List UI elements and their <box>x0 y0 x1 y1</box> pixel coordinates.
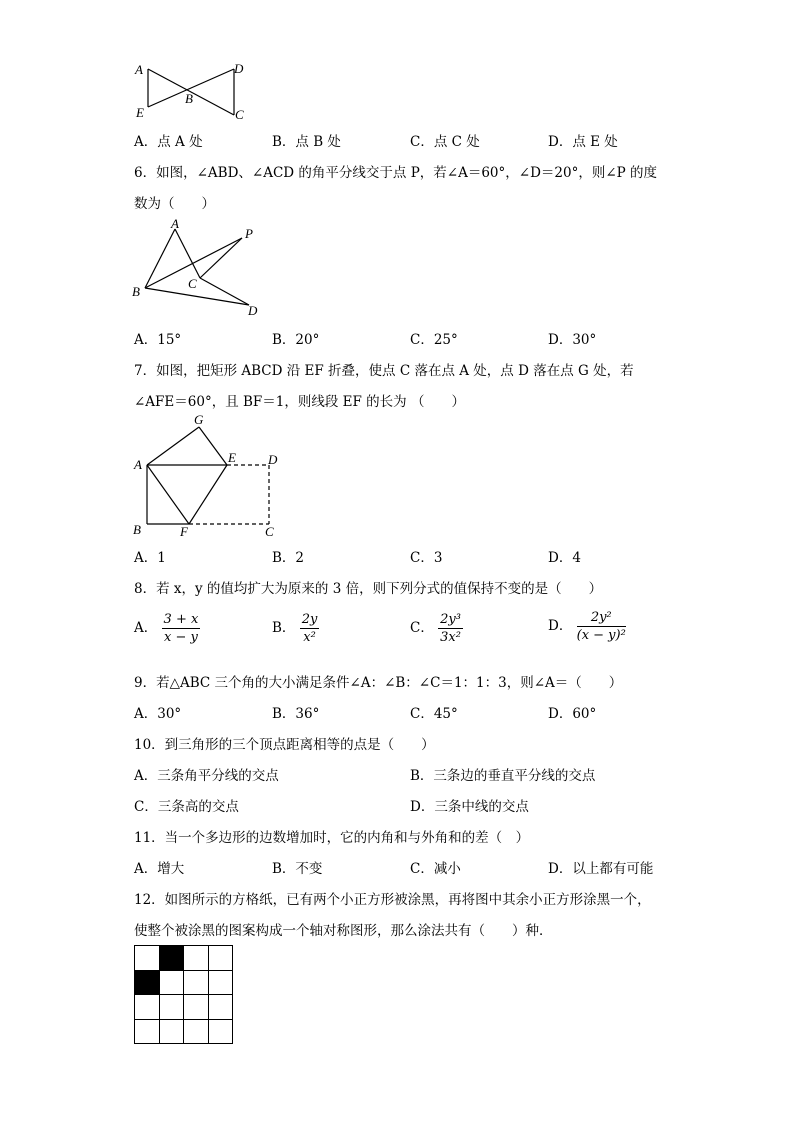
q7-label-e: E <box>228 450 236 465</box>
q8-fraction-b-den: x² <box>303 630 316 645</box>
q8-fraction-d <box>577 610 626 643</box>
q6-stem-line2: 数为（ ） <box>134 196 215 212</box>
q8-option-d-letter: D． <box>548 618 573 634</box>
q8-fraction-b <box>300 612 320 645</box>
q8-fraction-d-den: (x − y)² <box>576 628 626 643</box>
q10-option-b: B．三条边的垂直平分线的交点 <box>410 768 596 784</box>
q8-fraction-a-num: 3 + x <box>163 612 199 627</box>
q6-label-b: B <box>132 284 140 299</box>
q8-fraction-c-den: 3x² <box>440 630 461 645</box>
q6-option-c: C．25° <box>410 332 458 348</box>
grid-cell <box>184 995 209 1020</box>
q10-stem-line1: 10．到三角形的三个顶点距离相等的点是（ ） <box>134 737 435 753</box>
q11-stem-line1: 11．当一个多边形的边数增加时，它的内角和与外角和的差（ ） <box>134 830 530 846</box>
q6-label-c: C <box>188 276 197 291</box>
q7-label-g: G <box>194 412 204 427</box>
q5-figure <box>130 58 260 124</box>
q7-label-f: F <box>180 524 188 539</box>
q8-option-b <box>272 612 319 645</box>
q7-option-d: D．4 <box>548 550 581 566</box>
grid-cell <box>160 995 185 1020</box>
q5-option-d: D．点 E 处 <box>548 134 618 150</box>
grid-cell-black <box>160 946 185 971</box>
q10-option-d: D．三条中线的交点 <box>410 799 529 815</box>
q6-label-a: A <box>171 216 179 231</box>
q7-stem-line2: ∠AFE＝60°，且 BF＝1，则线段 EF 的长为 （ ） <box>134 394 465 410</box>
q7-label-b: B <box>133 522 141 537</box>
q5-option-a: A．点 A 处 <box>134 134 203 150</box>
q7-label-c: C <box>265 524 274 539</box>
q7-label-d: D <box>268 452 278 467</box>
q9-option-b: B．36° <box>272 706 320 722</box>
q8-option-a <box>134 612 200 645</box>
q6-option-d: D．30° <box>548 332 597 348</box>
q12-grid-figure <box>134 945 233 1044</box>
grid-cell <box>184 971 209 996</box>
q5-label-a: A <box>135 62 143 77</box>
q8-option-d <box>548 610 626 643</box>
q8-fraction-c <box>438 612 463 645</box>
q7-option-b: B．2 <box>272 550 305 566</box>
grid-cell <box>209 946 234 971</box>
q5-option-c: C．点 C 处 <box>410 134 480 150</box>
q9-option-a: A．30° <box>134 706 182 722</box>
grid-cell <box>135 1020 160 1045</box>
q6-stem-line1: 6．如图，∠ABD、∠ACD 的角平分线交于点 P，若∠A＝60°，∠D＝20°，则∠P 的度 <box>134 165 658 181</box>
q8-fraction-a <box>162 612 201 645</box>
q11-option-b: B．不变 <box>272 861 323 877</box>
q7-figure <box>130 410 290 540</box>
q8-option-c <box>410 612 463 645</box>
grid-cell <box>135 995 160 1020</box>
grid-cell <box>184 1020 209 1045</box>
grid-cell <box>135 946 160 971</box>
q6-figure <box>130 216 270 320</box>
q8-option-c-letter: C． <box>410 620 434 636</box>
q9-option-d: D．60° <box>548 706 597 722</box>
q9-option-c: C．45° <box>410 706 458 722</box>
q7-stem-line1: 7．如图，把矩形 ABCD 沿 EF 折叠，使点 C 落在点 A 处，点 D 落在点 G 处，若 <box>134 363 634 379</box>
q12-stem-line1: 12．如图所示的方格纸，已有两个小正方形被涂黑，再将图中其余小正方形涂黑一个， <box>134 892 651 908</box>
grid-cell <box>184 946 209 971</box>
q5-label-e: E <box>136 105 144 120</box>
q11-option-c: C．减小 <box>410 861 461 877</box>
q8-fraction-d-num: 2y² <box>577 610 626 627</box>
q6-label-d: D <box>248 303 258 318</box>
grid-cell <box>209 1020 234 1045</box>
grid-cell-black <box>135 971 160 996</box>
q7-option-c: C．3 <box>410 550 443 566</box>
q11-option-a: A．增大 <box>134 861 185 877</box>
q6-label-p: P <box>245 226 253 241</box>
q8-fraction-c-num: 2y³ <box>440 612 461 627</box>
q5-option-b: B．点 B 处 <box>272 134 341 150</box>
q8-option-b-letter: B． <box>272 620 296 636</box>
grid-cell <box>209 995 234 1020</box>
q8-fraction-a-den: x − y <box>164 630 198 645</box>
q6-option-a: A．15° <box>134 332 182 348</box>
q8-stem-line1: 8．若 x，y 的值均扩大为原来的 3 倍，则下列分式的值保持不变的是（ ） <box>134 581 603 597</box>
q6-option-b: B．20° <box>272 332 320 348</box>
q5-label-b: B <box>185 91 193 106</box>
grid-cell <box>160 1020 185 1045</box>
q12-stem-line2: 使整个被涂黑的图案构成一个轴对称图形，那么涂法共有（ ）种． <box>134 923 553 939</box>
q11-option-d: D．以上都有可能 <box>548 861 654 877</box>
q7-label-a: A <box>134 457 142 472</box>
q5-label-c: C <box>235 107 244 122</box>
q5-label-d: D <box>234 61 244 76</box>
q7-option-a: A．1 <box>134 550 166 566</box>
q8-option-a-letter: A． <box>134 620 158 636</box>
grid-cell <box>209 971 234 996</box>
q8-fraction-b-num: 2y <box>301 612 318 627</box>
q10-option-a: A．三条角平分线的交点 <box>134 768 279 784</box>
q10-option-c: C．三条高的交点 <box>134 799 239 815</box>
q9-stem-line1: 9．若△ABC 三个角的大小满足条件∠A：∠B：∠C＝1：1：3，则∠A＝（ ） <box>134 675 623 691</box>
grid-cell <box>160 971 185 996</box>
